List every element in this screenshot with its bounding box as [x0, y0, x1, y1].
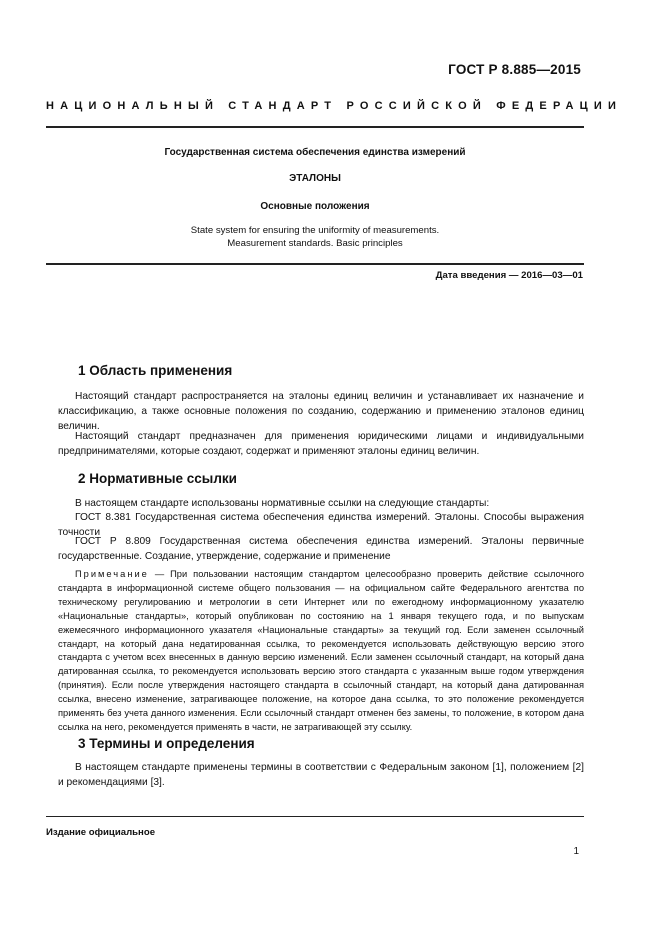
title-divider	[46, 263, 584, 265]
official-edition-label: Издание официальное	[46, 827, 156, 838]
section-2-reference-gost-r-8-809: ГОСТ Р 8.809 Государственная система обеспечения единства измерений. Эталоны первичные государственные. Создание, утверждение, содержание и применение	[58, 536, 584, 562]
note-text: — При пользовании настоящим стандартом целесообразно проверить действие ссылочного стандарта в информационной системе общего пользования — на официальном сайте Федерального агентства по техническому регулированию и метрологии в сети Интернет или по ежегодному информационному указателю «Национальные стандарты», который опубликован по состоянию на 1 января текущего года, и по выпускам ежемесячного информационного указателя «Национальные стандарты» за текущий год. Если заменен ссылочный стандарт, на который дана недатированная ссылка, то рекомендуется использовать действующую версию этого стандарта с учетом всех внесенных в данную версию изменений. Если заменен ссылочный стандарт, на который дана датированная ссылка, то рекомендуется использовать версию этого стандарта с указанным выше годом утверждения (принятия). Если после утверждения настоящего стандарта в ссылочный стандарт, на который дана датированная ссылка, внесено изменение, затрагивающее положение, на которое дана ссылка, то это положение рекомендуется применять без учета данного изменения. Если ссылочный стандарт отменен без замены, то положение, в котором дана ссылка на него, рекомендуется применять в части, не затрагивающей эту ссылку.	[58, 569, 584, 732]
section-3-paragraph-1: В настоящем стандарте применены термины в соответствии с Федеральным законом [1], положением [2] и рекомендациями [3].	[58, 762, 584, 788]
top-divider	[46, 126, 584, 128]
section-2-heading: 2 Нормативные ссылки	[78, 471, 237, 486]
section-1-paragraph-2: Настоящий стандарт предназначен для применения юридическими лицами и индивидуальными предпринимателями, которые создают, содержат и применяют эталоны единиц величин.	[58, 431, 584, 457]
note-label: Примечание	[75, 569, 149, 579]
section-2-reference-gost-8-381: ГОСТ 8.381 Государственная система обеспечения единства измерений. Эталоны. Способы выражения точности	[58, 512, 584, 538]
section-2-paragraph-1: В настоящем стандарте использованы нормативные ссылки на следующие стандарты:	[75, 498, 490, 509]
document-title: ЭТАЛОНЫ	[289, 173, 341, 184]
english-title	[46, 225, 584, 250]
footer-divider	[46, 816, 584, 817]
section-1-heading: 1 Область применения	[78, 363, 233, 378]
english-title-line-1: State system for ensuring the uniformity of measurements.	[190, 225, 440, 236]
introduction-date: Дата введения — 2016—03—01	[435, 270, 583, 281]
page-number: 1	[573, 846, 579, 857]
section-1-paragraph-1: Настоящий стандарт распространяется на эталоны единиц величин и устанавливает их назначение и классификацию, а также основные положения по созданию, содержанию и применению эталонов единиц величин.	[58, 391, 584, 432]
section-2-note	[58, 568, 584, 735]
section-3-heading: 3 Термины и определения	[78, 736, 255, 751]
english-title-line-2: Measurement standards. Basic principles	[227, 237, 403, 249]
document-subtitle: Основные положения	[260, 201, 370, 212]
national-standard-banner: НАЦИОНАЛЬНЫЙ СТАНДАРТ РОССИЙСКОЙ ФЕДЕРАЦИИ	[46, 100, 623, 112]
standard-number: ГОСТ Р 8.885—2015	[448, 62, 581, 77]
system-title: Государственная система обеспечения единства измерений	[164, 147, 466, 158]
